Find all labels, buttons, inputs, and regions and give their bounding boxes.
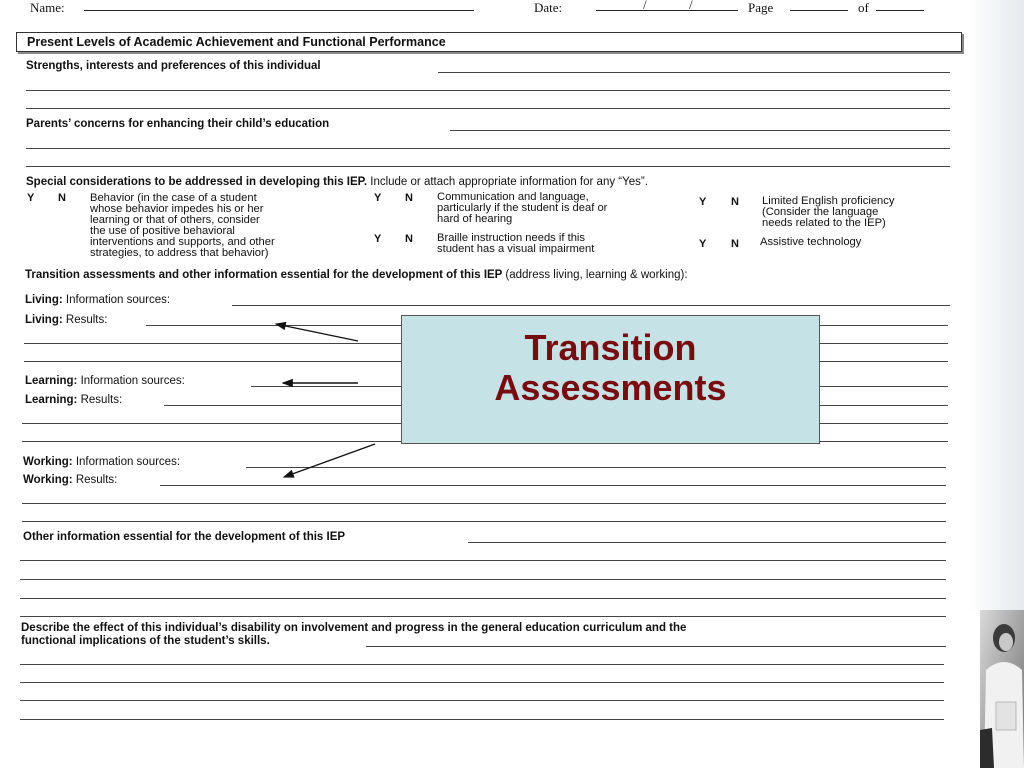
info-sources-label: Information sources: — [75, 456, 181, 468]
working-label: Working: — [23, 456, 73, 468]
other-info-label: Other information essential for the development of this IEP — [23, 531, 346, 543]
communication-yes[interactable]: Y — [374, 192, 382, 204]
arrow-living — [276, 324, 358, 341]
learning-label: Learning: — [25, 375, 78, 387]
results-label: Results: — [65, 314, 108, 326]
results-label: Results: — [75, 474, 118, 486]
info-sources-label: Information sources: — [65, 294, 171, 306]
info-sources-label: Information sources: — [80, 375, 185, 387]
date-label: Date: — [534, 0, 563, 15]
decorative-sidebar — [970, 0, 1024, 610]
student-photo — [980, 610, 1024, 768]
behavior-no[interactable]: N — [58, 192, 66, 204]
working-label: Working: — [23, 474, 73, 486]
communication-no[interactable]: N — [405, 192, 413, 204]
braille-yes[interactable]: Y — [374, 233, 382, 245]
parents-label: Parents’ concerns for enhancing their child’s education — [26, 118, 330, 130]
date-sep-2: / — [689, 0, 693, 12]
special-heading-bold: Special considerations to be addressed in developing this IEP. — [26, 176, 368, 188]
english-yes[interactable]: Y — [699, 196, 707, 208]
results-label: Results: — [80, 394, 123, 406]
behavior-yes[interactable]: Y — [27, 192, 35, 204]
describe-line-1: Describe the effect of this individual’s disability on involvement and progress in the general education curriculum and the — [21, 622, 687, 634]
callout-line-2: Assessments — [494, 367, 727, 408]
living-label: Living: — [25, 314, 63, 326]
date-sep-1: / — [643, 0, 647, 12]
behavior-option: Behavior (in the case of a student whose behavior impedes his or her learning or that of others, consider the use of positive behavioral interventions and supports, and other strategies, to address that behavior) — [90, 192, 275, 259]
braille-option: Braille instruction needs if this student has a visual impairment — [437, 232, 595, 255]
braille-no[interactable]: N — [405, 233, 413, 245]
english-no[interactable]: N — [731, 196, 739, 208]
assistive-yes[interactable]: Y — [699, 238, 707, 250]
transition-heading-plain: (address living, learning & working): — [505, 269, 688, 281]
living-label: Living: — [25, 294, 63, 306]
name-label: Name: — [30, 0, 65, 15]
arrow-working — [284, 444, 375, 477]
assistive-no[interactable]: N — [731, 238, 739, 250]
of-label: of — [858, 0, 869, 15]
special-heading-plain: Include or attach appropriate information for any “Yes”. — [370, 176, 648, 188]
describe-line-2: functional implications of the student’s skills. — [21, 635, 270, 647]
communication-option: Communication and language, particularly if the student is deaf or hard of hearing — [437, 191, 608, 225]
assistive-option: Assistive technology — [760, 236, 862, 248]
english-option: Limited English proficiency (Consider the language needs related to the IEP) — [762, 195, 895, 229]
strengths-label: Strengths, interests and preferences of this individual — [26, 60, 321, 72]
transition-assessments-callout — [401, 315, 820, 444]
page-label: Page — [748, 0, 774, 15]
learning-label: Learning: — [25, 394, 78, 406]
transition-heading-bold: Transition assessments and other information essential for the development of this IEP — [25, 269, 503, 281]
callout-line-1: Transition — [524, 327, 697, 368]
section-title: Present Levels of Academic Achievement and Functional Performance — [27, 35, 446, 49]
